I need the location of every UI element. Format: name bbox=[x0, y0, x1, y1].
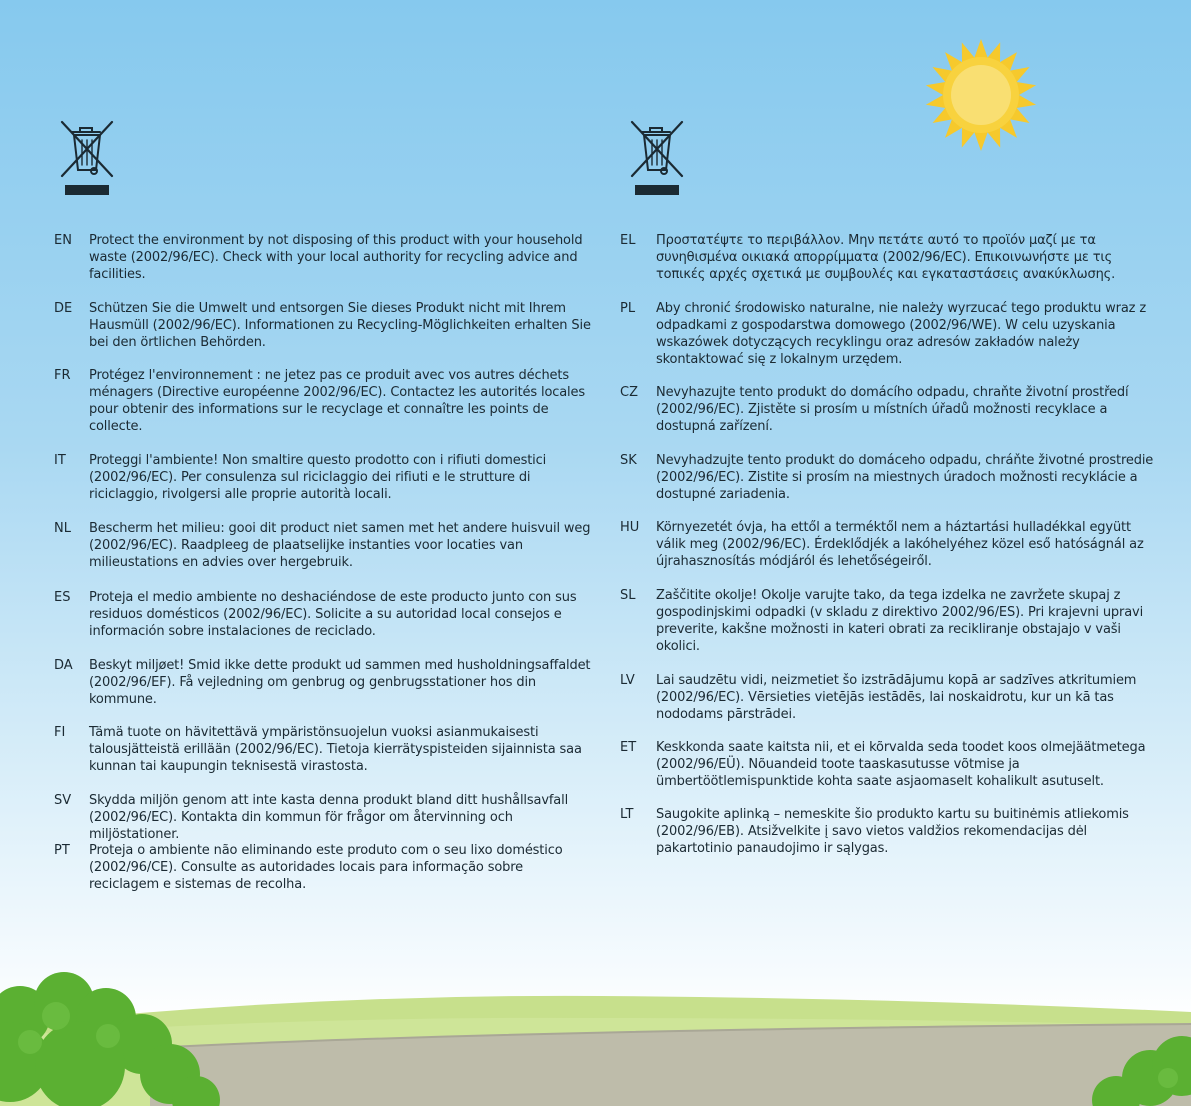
language-code: FR bbox=[54, 368, 71, 383]
crossed-out-wheelie-bin-icon bbox=[58, 118, 116, 198]
disposal-notice: Nevyhadzujte tento produkt do domáceho odpadu, chráňte životné prostredie (2002/96/EC). Zistite si prosím na miestnych úradoch možnosti recyklácie a dostupné zariadenia. bbox=[656, 453, 1154, 502]
disposal-notice: Saugokite aplinką – nemeskite šio produkto kartu su buitinėmis atliekomis (2002/96/EB). Atsižvelkite į savo vietos valdžios rekomendacijas dėl pakartotinio panaudojimo ir sąlygas. bbox=[656, 807, 1129, 856]
disposal-notice: Nevyhazujte tento produkt do domácího odpadu, chraňte životní prostředí (2002/96/EC). Zjistěte si prosím u místních úřadů možnosti recyklace a dostupná zařízení. bbox=[656, 385, 1129, 434]
language-code: LV bbox=[620, 673, 635, 688]
disposal-notice: Protect the environment by not disposing of this product with your household waste (2002/96/EC). Check with your local authority for recycling advice and facilities. bbox=[89, 233, 583, 282]
language-code: DA bbox=[54, 658, 73, 673]
language-code: EN bbox=[54, 233, 72, 248]
language-code: HU bbox=[620, 520, 640, 535]
language-code: ES bbox=[54, 590, 71, 605]
disposal-notice: Aby chronić środowisko naturalne, nie należy wyrzucać tego produktu wraz z odpadkami z gospodarstwa domowego (2002/96/WE). W celu uzyskania wskazówek dotyczących recyklingu oraz adresów zakładów należy skontaktować się z lokalnym urzędem. bbox=[656, 301, 1147, 367]
language-code: CZ bbox=[620, 385, 638, 400]
disposal-notice: Lai saudzētu vidi, neizmetiet šo izstrādājumu kopā ar sadzīves atkritumiem (2002/96/EC). Vērsieties vietējās iestādēs, lai noskaidrotu, kur un kā tas nododams pārstrādei. bbox=[656, 673, 1137, 722]
language-code: DE bbox=[54, 301, 73, 316]
disposal-notice: Keskkonda saate kaitsta nii, et ei kõrvalda seda toodet koos olmejäätmetega (2002/96/EÜ). Nõuandeid toote taaskasutusse võtmise ja ümbertöötlemispunktide kohta saate asjaomaselt kohalikult asutuselt. bbox=[656, 740, 1146, 789]
language-code: PT bbox=[54, 843, 70, 858]
language-code: ET bbox=[620, 740, 637, 755]
disposal-notice: Schützen Sie die Umwelt und entsorgen Sie dieses Produkt nicht mit Ihrem Hausmüll (2002/96/EC). Informationen zu Recycling-Möglichkeiten erhalten Sie bei den örtlichen Behörden. bbox=[89, 301, 591, 350]
language-code: SK bbox=[620, 453, 637, 468]
disposal-notice: Beskyt miljøet! Smid ikke dette produkt ud sammen med husholdningsaffaldet (2002/96/EF). Få vejledning om genbrug og genbrugsstationer hos din kommune. bbox=[89, 658, 591, 707]
disposal-notice: Proteja el medio ambiente no deshaciéndose de este producto junto con sus residuos domésticos (2002/96/EC). Solicite a su autoridad local consejos e información sobre instalaciones de reciclado. bbox=[89, 590, 577, 639]
language-code: PL bbox=[620, 301, 636, 316]
disposal-notice: Προστατέψτε το περιβάλλον. Μην πετάτε αυτό το προϊόν μαζί με τα συνηθισμένα οικιακά απορρίμματα (2002/96/EC). Επικοινωνήστε με τις τοπικές αρχές σχετικά με συμβουλές και εγκαταστάσεις ανακύκλωσης. bbox=[656, 233, 1116, 282]
language-code: IT bbox=[54, 453, 66, 468]
disposal-notice: Tämä tuote on hävitettävä ympäristönsuojelun vuoksi asianmukaisesti talousjätteistä erillään (2002/96/EC). Tietoja kierrätyspisteiden sijainnista saa kunnan tai kaupungin teknisestä virastosta. bbox=[89, 725, 582, 774]
disposal-notice: Protégez l'environnement : ne jetez pas ce produit avec vos autres déchets ménagers (Directive européenne 2002/96/EC). Contactez les autorités locales pour obtenir des informations sur le recyclage et connaître les points de collecte. bbox=[89, 368, 585, 434]
sun-icon bbox=[922, 36, 1040, 154]
disposal-notice: Bescherm het milieu: gooi dit product niet samen met het andere huisvuil weg (2002/96/EC). Raadpleeg de plaatselijke instanties voor locaties van milieustations en advies over hergebruik. bbox=[89, 521, 591, 570]
disposal-notice: Zaščitite okolje! Okolje varujte tako, da tega izdelka ne zavržete skupaj z gospodinjskimi odpadki (v skladu z direktivo 2002/96/ES). Pri krajevni upravi preverite, kakšne možnosti in kateri obrati za recikliranje obstajajo v vaši okolici. bbox=[656, 588, 1144, 654]
language-code: NL bbox=[54, 521, 71, 536]
disposal-notice: Környezetét óvja, ha ettől a terméktől nem a háztartási hulladékkal együtt válik meg (2002/96/EC). Érdeklődjék a lakóhelyéhez közel eső hatóságnál az újrahasznosítás módjáról és lehetőségeiről. bbox=[656, 520, 1144, 569]
language-code: EL bbox=[620, 233, 636, 248]
crossed-out-wheelie-bin-icon bbox=[628, 118, 686, 198]
language-code: LT bbox=[620, 807, 634, 822]
language-code: FI bbox=[54, 725, 66, 740]
disposal-notice: Proteja o ambiente não eliminando este produto com o seu lixo doméstico (2002/96/CE). Consulte as autoridades locais para informação sobre reciclagem e sistemas de recolha. bbox=[89, 843, 563, 892]
language-code: SV bbox=[54, 793, 72, 808]
disposal-notice: Skydda miljön genom att inte kasta denna produkt bland ditt hushållsavfall (2002/96/EC). Kontakta din kommun för frågor om återvinning och miljöstationer. bbox=[89, 793, 569, 842]
language-code: SL bbox=[620, 588, 636, 603]
landscape-scenery bbox=[0, 966, 1191, 1106]
disposal-notice: Proteggi l'ambiente! Non smaltire questo prodotto con i rifiuti domestici (2002/96/EC). Per consulenza sul riciclaggio dei rifiuti e le strutture di riciclaggio, rivolgersi alle proprie autorità locali. bbox=[89, 453, 547, 502]
